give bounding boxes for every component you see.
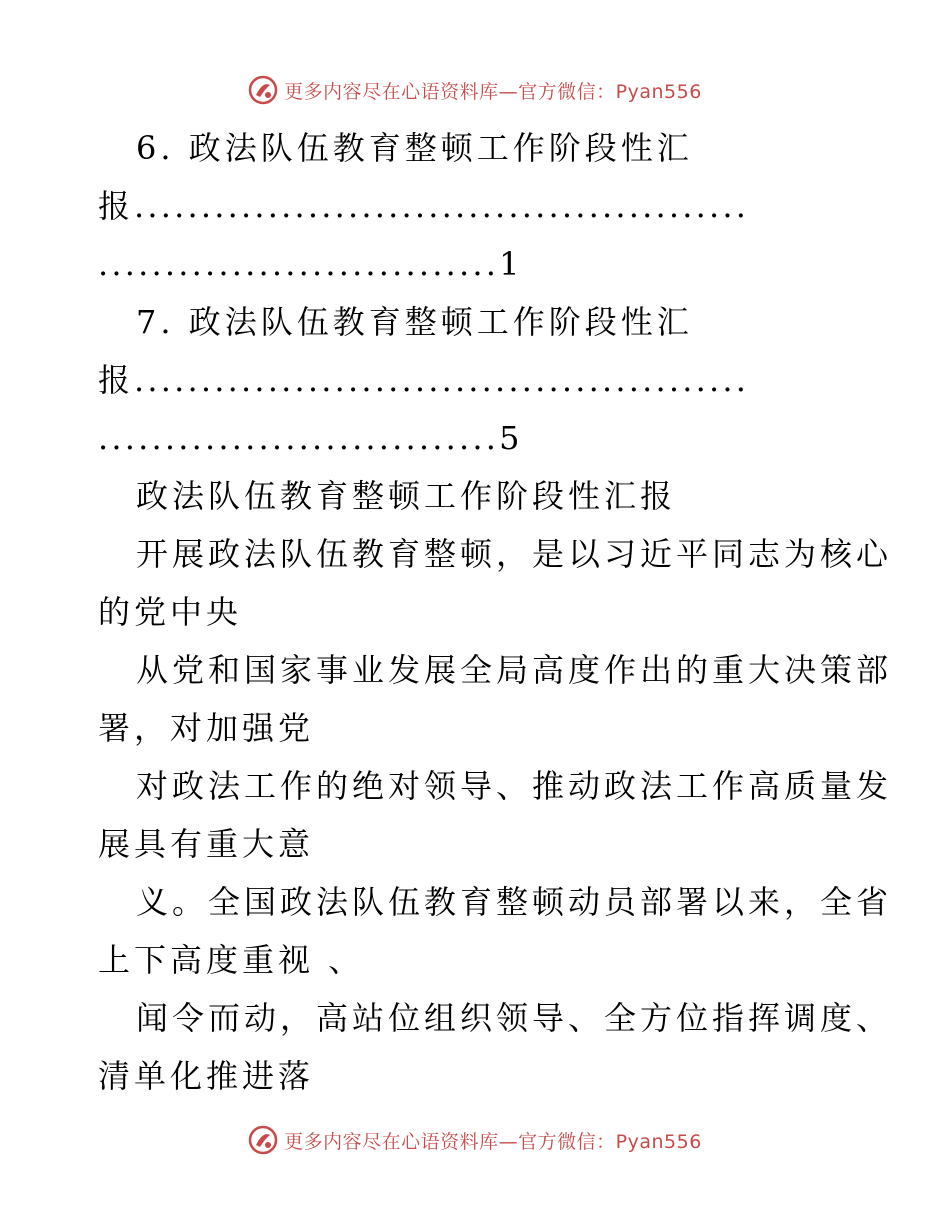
toc-entry-7-page-row xyxy=(98,418,524,458)
body-line: 对政法工作的绝对领导、推动政法工作高质量发 xyxy=(136,767,893,805)
toc-entry-7-page-number: 5 xyxy=(499,419,524,457)
body-line: 的党中央 xyxy=(98,593,243,631)
toc-entry-6-title-end: 报 xyxy=(98,187,135,225)
toc-entry-7-title: 7. 政法队伍教育整顿工作阶段性汇 xyxy=(136,303,693,341)
body-line: 义。全国政法队伍教育整顿动员部署以来，全省 xyxy=(136,883,893,921)
toc-entry-6-leader xyxy=(98,186,749,226)
logo-icon xyxy=(248,75,278,105)
toc-entry-6-page-row xyxy=(98,244,524,284)
toc-entry-6-page-number: 1 xyxy=(499,245,524,283)
document-title: 政法队伍教育整顿工作阶段性汇报 xyxy=(136,477,677,515)
body-line: 署，对加强党 xyxy=(98,709,315,747)
body-line: 闻令而动，高站位组织领导、全方位指挥调度、 xyxy=(136,999,893,1037)
toc-entry-7-dots-cont: .............................. xyxy=(98,419,500,457)
toc-entry-7-leader xyxy=(98,360,749,400)
toc-entry-7-dots: .............................................. xyxy=(134,361,750,399)
body-line: 从党和国家事业发展全局高度作出的重大决策部 xyxy=(136,651,893,689)
logo-icon xyxy=(248,1125,278,1155)
header-watermark-text: 更多内容尽在心语资料库—官方微信：Pyan556 xyxy=(284,80,702,103)
toc-entry-7-title-end: 报 xyxy=(98,361,135,399)
body-line: 展具有重大意 xyxy=(98,825,315,863)
toc-entry-6-title: 6. 政法队伍教育整顿工作阶段性汇 xyxy=(136,129,693,167)
toc-entry-6-dots-cont: .............................. xyxy=(98,245,500,283)
body-line: 清单化推进落 xyxy=(98,1057,315,1095)
body-line: 开展政法队伍教育整顿，是以习近平同志为核心 xyxy=(136,535,893,573)
footer-watermark xyxy=(0,1120,950,1160)
toc-entry-6-dots: .............................................. xyxy=(134,187,750,225)
header-watermark xyxy=(0,70,950,110)
footer-watermark-text: 更多内容尽在心语资料库—官方微信：Pyan556 xyxy=(284,1130,702,1153)
body-line: 上下高度重视 、 xyxy=(98,941,365,979)
